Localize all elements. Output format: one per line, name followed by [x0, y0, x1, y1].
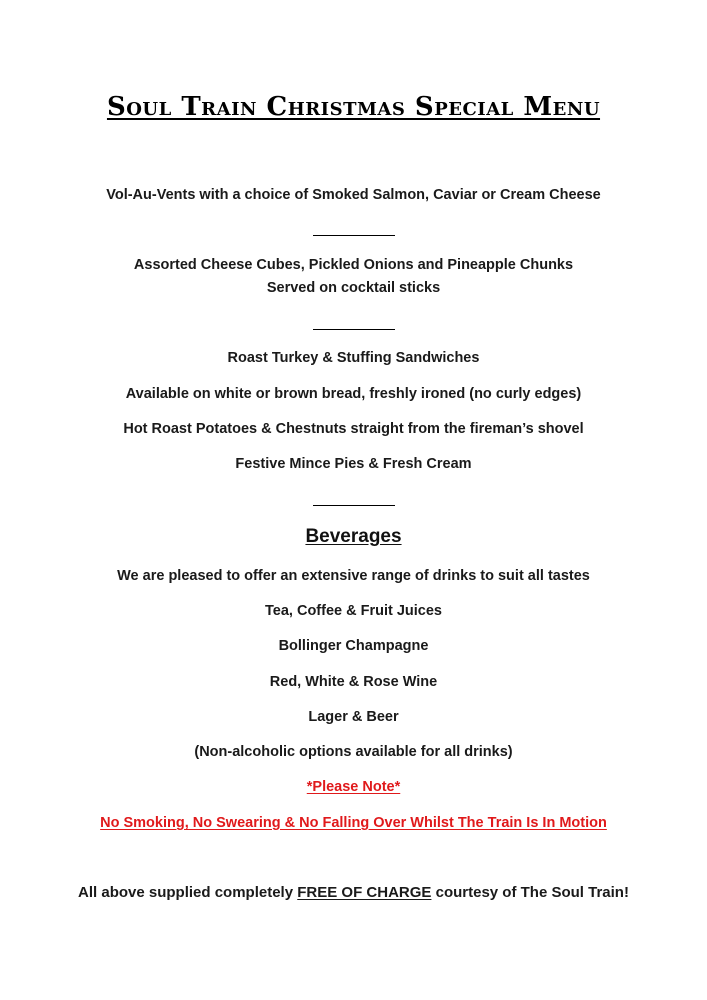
footer-line [0, 884, 707, 902]
please-note-label [0, 778, 707, 796]
divider-3 [313, 505, 395, 506]
beverage-item: Tea, Coffee & Fruit Juices [265, 603, 442, 619]
non-alcoholic-note: (Non-alcoholic options available for all drinks) [194, 744, 513, 760]
menu-title: Soul Train Christmas Special Menu [106, 92, 601, 122]
notice-line [0, 814, 707, 832]
beverage-item: Red, White & Rose Wine [269, 674, 438, 690]
cheese-serving-line: Served on cocktail sticks [266, 280, 441, 296]
potatoes-line: Hot Roast Potatoes & Chestnuts straight from the fireman’s shovel [123, 421, 584, 437]
beverages-intro: We are pleased to offer an extensive range of drinks to suit all tastes [117, 568, 590, 584]
notice-text: No Smoking, No Swearing & No Falling Over Whilst The Train Is In Motion [100, 815, 607, 831]
beverage-item: Lager & Beer [308, 709, 399, 725]
sandwiches-line: Roast Turkey & Stuffing Sandwiches [227, 350, 480, 366]
footer-suffix: courtesy of The Soul Train! [431, 884, 629, 901]
bread-note-line: Available on white or brown bread, freshly ironed (no curly edges) [125, 386, 582, 402]
footer-free-of-charge: FREE OF CHARGE [297, 884, 432, 901]
footer-prefix: All above supplied completely [78, 884, 298, 901]
dessert-line: Festive Mince Pies & Fresh Cream [235, 456, 472, 472]
starter-line: Vol-Au-Vents with a choice of Smoked Salmon, Caviar or Cream Cheese [106, 187, 601, 203]
please-note-text: *Please Note* [306, 779, 401, 795]
divider-2 [313, 329, 395, 330]
beverage-item: Bollinger Champagne [278, 638, 429, 654]
beverages-heading: Beverages [305, 526, 402, 547]
divider-1 [313, 235, 395, 236]
cheese-line: Assorted Cheese Cubes, Pickled Onions and Pineapple Chunks [133, 257, 574, 273]
